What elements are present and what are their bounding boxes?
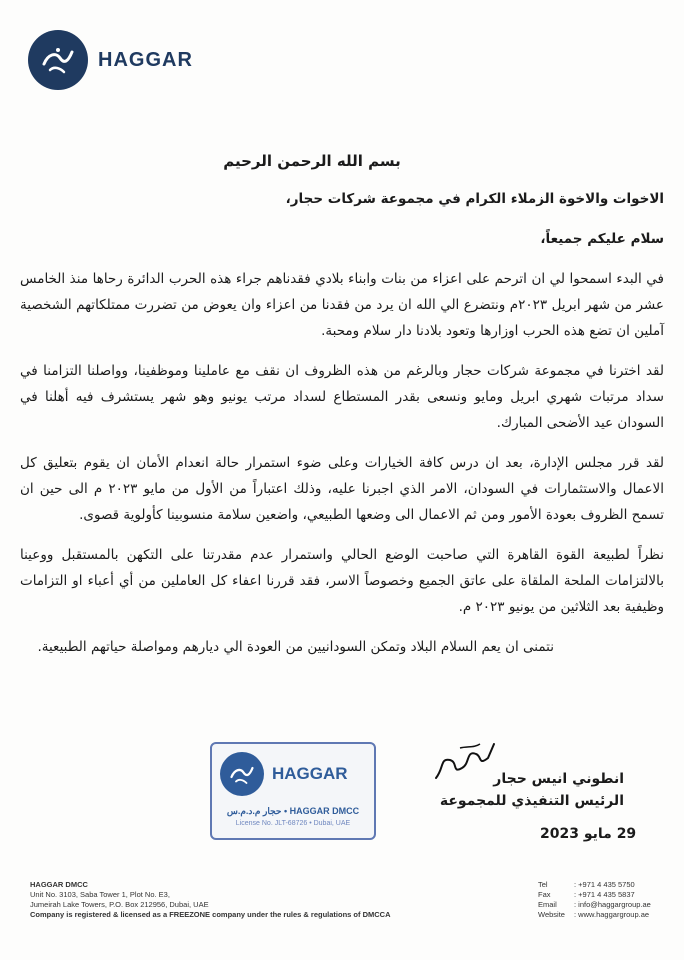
footer-address-line-1: Unit No. 3103, Saba Tower 1, Plot No. E3,: [30, 890, 170, 899]
footer-company: HAGGAR DMCC: [30, 880, 88, 889]
footer-contacts: [538, 880, 651, 920]
paragraph-suspension: لقد قرر مجلس الإدارة، بعد ان درس كافة الخيارات وعلى ضوء استمرار حالة انعدام الأمان ان يقوم بتعليق كل الاعمال والاستثمارات في السودان، الامر الذي اجبرنا عليه، وذلك اعتباراً من الأول من مايو ٢٠٢٣ م الى حين ان تسمح الظروف بعودة الأمور ومن ثم الاعمال الى وضعها الطبيعي، واضعين سلامة منسوبينا كأولوية قصوى.: [20, 455, 665, 523]
signatory-name: انطوني انيس حجار: [493, 771, 624, 787]
signatory-block: [440, 768, 624, 812]
contact-value: : +971 4 435 5750: [574, 880, 635, 889]
greeting: الاخوات والاخوة الزملاء الكرام في مجموعة شركات حجار،: [285, 191, 664, 207]
contact-email: [538, 900, 651, 910]
letter-date: 29 مايو 2023: [540, 826, 637, 842]
contact-label: Fax: [538, 890, 551, 899]
stamp-brand: HAGGAR: [272, 764, 348, 783]
contact-label: Tel: [538, 880, 548, 889]
contact-value[interactable]: : www.haggargroup.ae: [574, 910, 650, 919]
paragraph-condolence: في البدء اسمحوا لي ان اترحم على اعزاء من بنات وابناء بلادي فقدناهم جراء هذه الحرب الدائرة رحاها منذ الخامس عشر من شهر ابريل ٢٠٢٣م ونتضرع الي الله ان يرد من فقدنا من اعزاء وان يعوض من تضررت ممتلكاتهم الشخصية آملين ان تضع هذه الحرب اوزارها وتعود بلادنا دار سلام ومحبة.: [20, 271, 664, 339]
haggar-emblem-icon: [28, 30, 88, 90]
contact-value[interactable]: : info@haggargroup.ae: [574, 900, 651, 909]
letter-body: [20, 148, 664, 660]
stamp-license-line: License No. JLT-68726 • Dubai, UAE: [235, 820, 351, 827]
contact-label: Website: [538, 910, 565, 919]
salutation: سلام عليكم جميعاً،: [540, 231, 664, 247]
contact-fax: [538, 890, 651, 900]
basmala: بسم الله الرحمن الرحيم: [223, 152, 401, 170]
stamp-company-line: حجار م.د.م.س • HAGGAR DMCC: [226, 806, 360, 816]
contact-website: [538, 910, 651, 920]
brand-name: HAGGAR: [98, 48, 193, 71]
contact-tel: [538, 880, 651, 890]
closing-wish: نتمنى ان يعم السلام البلاد وتمكن السودانيين من العودة الي ديارهم ومواصلة حياتهم الطبيعية.: [37, 639, 554, 655]
company-logo: [28, 30, 193, 90]
footer-address-line-2: Jumeirah Lake Towers, P.O. Box 212956, Dubai, UAE: [30, 900, 209, 909]
signatory-title: الرئيس التنفيذي للمجموعة: [439, 793, 624, 809]
contact-label: Email: [538, 900, 557, 909]
contact-value: : +971 4 435 5837: [574, 890, 635, 899]
paragraph-salaries: لقد اخترنا في مجموعة شركات حجار وبالرغم من هذه الظروف ان نقف مع عاملينا وموظفينا، وواصلنا التزامنا في سداد مرتبات شهري ابريل ومايو ونسعى بقدر المستطاع لسداد مرتب يونيو وهو شهر يستشرف فيه أهلنا في السودان عيد الأضحى المبارك.: [20, 363, 664, 431]
stamp-emblem-icon: [220, 752, 264, 796]
company-stamp: [210, 742, 376, 840]
footer-address: [30, 880, 391, 920]
footer-legal: Company is registered & licensed as a FREEZONE company under the rules & regulations of DMCCA: [30, 910, 391, 919]
paragraph-exemption: نظراً لطبيعة القوة القاهرة التي صاحبت الوضع الحالي واستمرار عدم مقدرتنا على التكهن بالمستقبل ووعينا بالالتزامات الملحة الملقاة على عاتق الجميع وخصوصاً الاسر، فقد قررنا اعفاء كل العاملين من أي أعباء او التزامات وظيفية بعد الثلاثين من يونيو ٢٠٢٣ م.: [20, 547, 664, 615]
